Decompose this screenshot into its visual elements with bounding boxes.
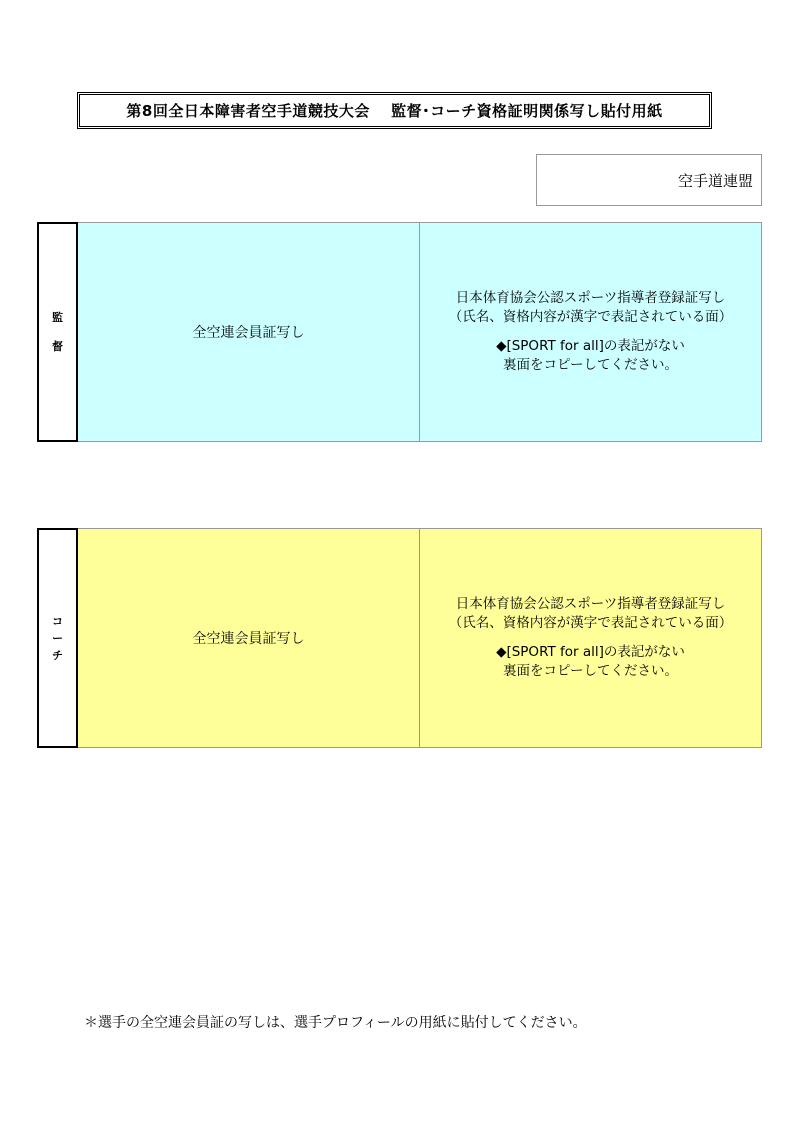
license-note: ◆[SPORT for all]の表記がない (496, 338, 685, 354)
organization-field (536, 154, 762, 206)
license-note: 裏面をコピーしてください。 (503, 663, 678, 679)
manager-membership-card-area (78, 222, 420, 442)
license-line: 日本体育協会公認スポーツ指導者登録証写し (455, 596, 726, 612)
coach-membership-card-label: 全空連会員証写し (192, 631, 305, 647)
manager-label (37, 222, 78, 442)
footnote: ＊選手の全空連会員証の写しは、選手プロフィールの用紙に貼付してください。 (84, 1015, 587, 1031)
page-title: 第8回全日本障害者空手道競技大会 監督･コーチ資格証明関係写し貼付用紙 (77, 92, 712, 129)
license-line: 日本体育協会公認スポーツ指導者登録証写し (455, 290, 726, 306)
coach-label (37, 528, 78, 748)
manager-label-char: 督 (52, 340, 63, 353)
manager-section (37, 222, 762, 442)
coach-section (37, 528, 762, 748)
manager-coach-license-area (420, 222, 762, 442)
coach-label-char: コ (52, 614, 63, 628)
license-line: （氏名、資格内容が漢字で表記されている面） (448, 309, 733, 325)
license-note: 裏面をコピーしてください。 (503, 357, 678, 373)
coach-membership-card-area (78, 528, 420, 748)
organization-label: 空手道連盟 (677, 171, 753, 190)
license-line: （氏名、資格内容が漢字で表記されている面） (448, 615, 733, 631)
coach-label-char: チ (52, 648, 63, 662)
manager-membership-card-label: 全空連会員証写し (192, 325, 305, 341)
coach-coach-license-area (420, 528, 762, 748)
license-note: ◆[SPORT for all]の表記がない (496, 644, 685, 660)
manager-label-char: 監 (52, 311, 63, 324)
coach-label-char: ー (52, 631, 63, 645)
